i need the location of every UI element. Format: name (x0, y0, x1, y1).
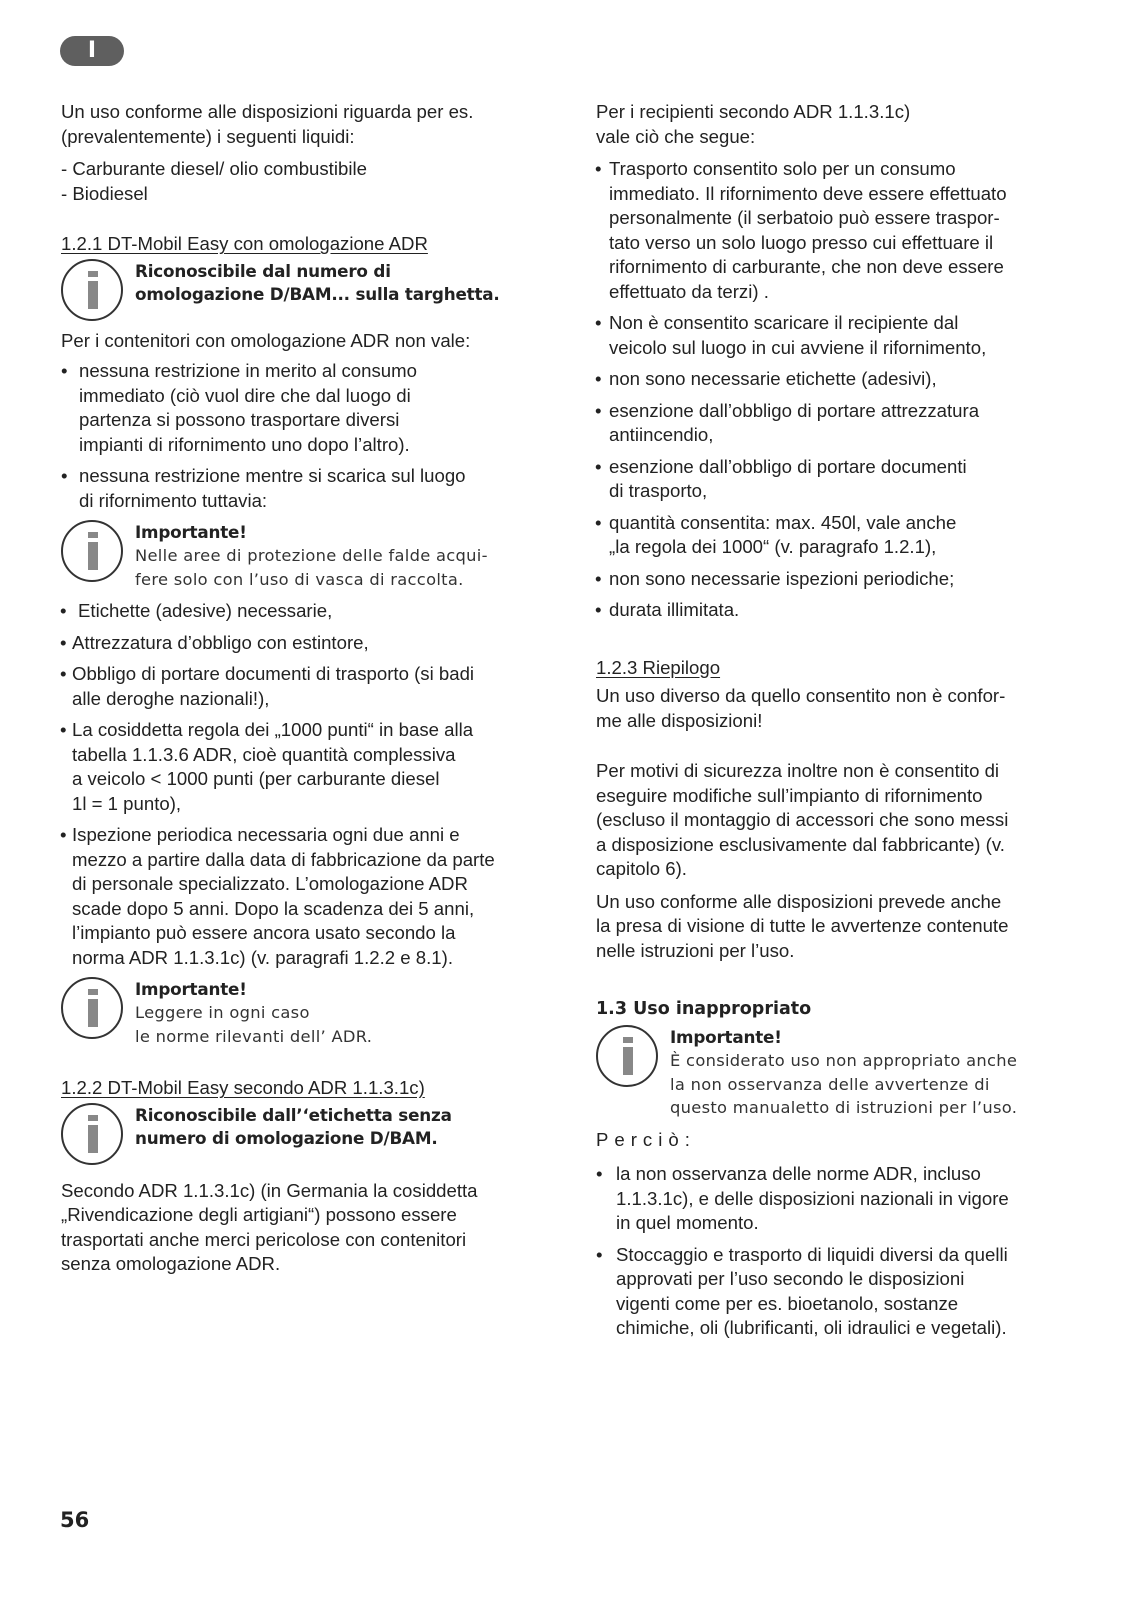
language-badge: I (60, 36, 124, 66)
section-heading-1-2-2: 1.2.2 DT-Mobil Easy secondo ADR 1.1.3.1c) (61, 1077, 425, 1098)
body-paragraph: Secondo ADR 1.1.3.1c) (in Germania la cosiddetta „Rivendicazione degli artigiani“) possono essere trasportati anche merci pericolose con contenitori senza omologazione ADR. (61, 1179, 478, 1274)
intro-paragraph: Un uso conforme alle disposizioni riguarda per es. (prevalentemente) i seguenti liquidi: (61, 101, 474, 147)
section-heading-1-2-3: 1.2.3 Riepilogo (596, 656, 721, 678)
body-paragraph: Un uso conforme alle disposizioni prevede anche la presa di visione di tutte le avvertenze contenute nelle istruzioni per l’uso. (596, 890, 1009, 961)
list-item: • Attrezzatura d’obbligo con estintore, (60, 631, 539, 656)
liquid-list (61, 157, 539, 206)
info-icon (61, 977, 123, 1039)
list-item: • Etichette (adesive) necessarie, (60, 599, 539, 624)
note-text: Riconoscibile dal numero di omologazione D/BAM... sulla targhetta. (135, 260, 500, 304)
list-item: • Stoccaggio e trasporto di liquidi diversi da quelli approvati per l’uso secondo le disposizioni vigenti come per es. bioetanolo, sostanze chimiche, oli (lubrificanti, oli idraulici e vegetali). (596, 1243, 1070, 1341)
body-paragraph: Un uso diverso da quello consentito non è confor- me alle disposizioni! (596, 685, 1006, 731)
list-item: • La cosiddetta regola dei „1000 punti“ in base alla tabella 1.1.3.6 ADR, cioè quantità complessiva a veicolo < 1000 punti (per carburante diesel 1l = 1 punto), (60, 718, 539, 816)
list-item: • nessuna restrizione in merito al consumo immediato (ciò vuol dire che dal luogo di partenza si possono trasportare diversi impianti di rifornimento uno dopo l’altro). (61, 359, 539, 457)
note-text: Riconoscibile dall’‘etichetta senza numero di omologazione D/BAM. (135, 1104, 452, 1148)
right-column (596, 100, 1070, 1348)
note-text: Leggere in ogni caso le norme rilevanti dell’ ADR. (135, 1003, 373, 1046)
bullet-list (595, 157, 1070, 623)
list-item: • quantità consentita: max. 450l, vale anche „la regola dei 1000“ (v. paragrafo 1.2.1), (595, 511, 1070, 560)
important-note (596, 1025, 1070, 1120)
list-item: • non sono necessarie etichette (adesivi), (595, 367, 1070, 392)
bullet-list (61, 359, 539, 513)
list-item: • Ispezione periodica necessaria ogni due anni e mezzo a partire dalla data di fabbricazione da parte di personale specializzato. L’omologazione ADR scade dopo 5 anni. Dopo la scadenza dei 5 anni, l’impianto può essere ancora usato secondo la norma ADR 1.1.3.1c) (v. paragrafi 1.2.2 e 8.1). (60, 823, 539, 970)
intro-paragraph: Per i recipienti secondo ADR 1.1.3.1c) vale ciò che segue: (596, 101, 911, 147)
info-icon (61, 1103, 123, 1165)
body-paragraph: Per motivi di sicurezza inoltre non è consentito di eseguire modifiche sull’impianto di rifornimento (escluso il montaggio di accessori che sono messi a disposizione esclusivamente dal fabbricante) (v. capitolo 6). (596, 760, 1009, 879)
info-note (61, 259, 539, 321)
info-icon (596, 1025, 658, 1087)
therefore-label: Perciò: (596, 1128, 696, 1150)
list-item: • non sono necessarie ispezioni periodiche; (595, 567, 1070, 592)
left-column (61, 100, 539, 1285)
liquid-item: - Carburante diesel/ olio combustibile (61, 158, 367, 179)
liquid-item: - Biodiesel (61, 182, 148, 204)
list-item: • Obbligo di portare documenti di trasporto (si badi alle deroghe nazionali!), (60, 662, 539, 711)
note-title: Importante! (135, 522, 247, 542)
list-item: • Non è consentito scaricare il recipiente dal veicolo sul luogo in cui avviene il rifornimento, (595, 311, 1070, 360)
lead-text: Per i contenitori con omologazione ADR non vale: (61, 329, 471, 351)
important-note (61, 977, 539, 1048)
section-heading-1-3: 1.3 Uso inappropriato (596, 999, 812, 1019)
list-item: • esenzione dall’obbligo di portare attrezzatura antiincendio, (595, 399, 1070, 448)
note-text: È considerato uso non appropriato anche la non osservanza delle avvertenze di questo manualetto di istruzioni per l’uso. (670, 1051, 1018, 1117)
note-title: Importante! (135, 979, 247, 999)
list-item: • la non osservanza delle norme ADR, incluso 1.1.3.1c), e delle disposizioni nazionali in vigore in quel momento. (596, 1162, 1070, 1236)
list-item: • durata illimitata. (595, 598, 1070, 623)
list-item: • Trasporto consentito solo per un consumo immediato. Il rifornimento deve essere effettuato personalmente (il serbatoio può essere traspor- tato verso un solo luogo presso cui effettuare il rifornimento di carburante, che non deve essere effettuato da terzi) . (595, 157, 1070, 304)
bullet-list (60, 599, 539, 970)
list-item: • nessuna restrizione mentre si scarica sul luogo di rifornimento tuttavia: (61, 464, 539, 513)
note-text: Nelle aree di protezione delle falde acqui- fere solo con l’uso di vasca di raccolta. (135, 546, 488, 589)
info-note (61, 1103, 539, 1165)
info-icon (61, 259, 123, 321)
page-number: 56 (60, 1508, 90, 1532)
bullet-list (596, 1162, 1070, 1341)
list-item: • esenzione dall’obbligo di portare documenti di trasporto, (595, 455, 1070, 504)
note-title: Importante! (670, 1027, 782, 1047)
section-heading-1-2-1: 1.2.1 DT-Mobil Easy con omologazione ADR (61, 233, 428, 254)
important-note (61, 520, 539, 591)
info-icon (61, 520, 123, 582)
